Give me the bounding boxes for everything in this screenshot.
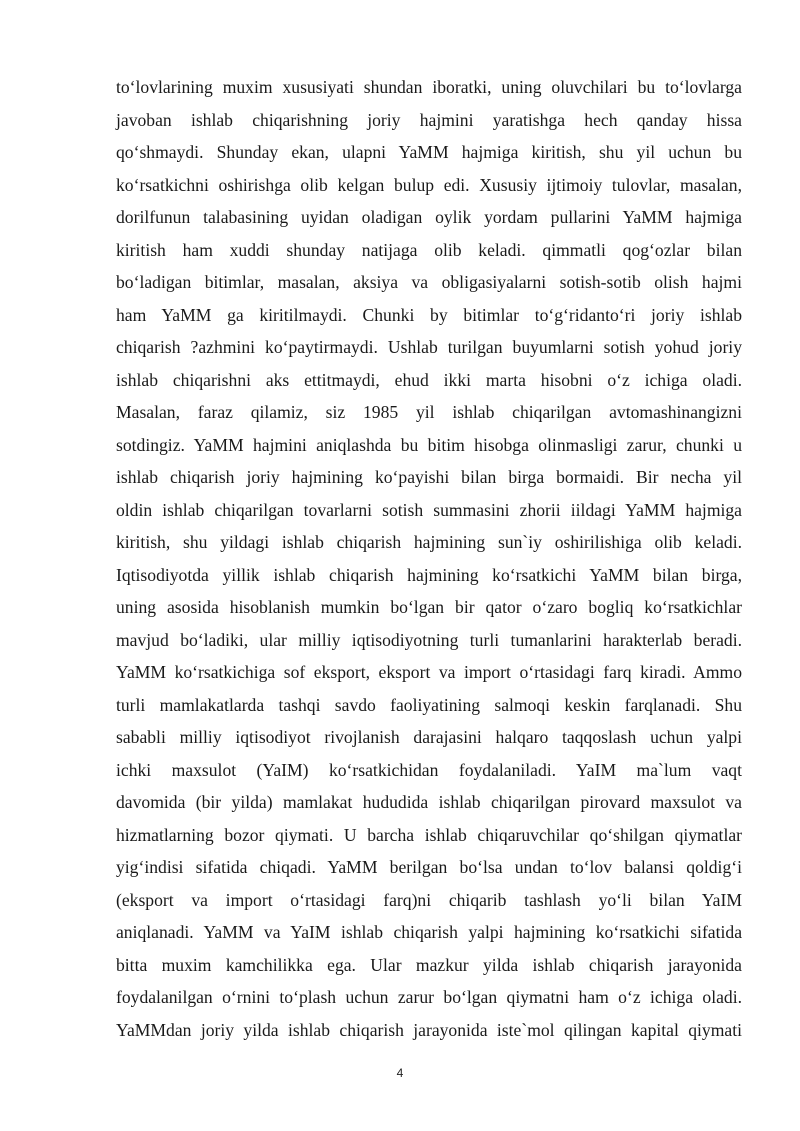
text-line: aniqlanadi. YaMM va YaIM ishlab chiqarish yalpi hajmining ko‘rsatkichi sifatida [116, 922, 742, 942]
text-line: chiqarish ?azhmini ko‘paytirmaydi. Ushlab turilgan buyumlarni sotish yohud joriy [116, 337, 742, 357]
text-line: Iqtisodiyotda yillik ishlab chiqarish hajmining ko‘rsatkichi YaMM bilan birga, [116, 564, 742, 585]
text-line: oldin ishlab chiqarilgan tovarlarni sotish summasini zhorii iildagi YaMM hajmiga [116, 499, 742, 520]
text-line: davomida (bir yilda) mamlakat hududida ishlab chiqarilgan pirovard maxsulot va [116, 792, 742, 812]
text-line: bitta muxim kamchilikka ega. Ular mazkur yilda ishlab chiqarish jarayonida [116, 954, 742, 975]
text-line: to‘lovlarining muxim xususiyati shundan iboratki, uning oluvchilari bu to‘lovlarga [116, 77, 742, 97]
text-line: foydalanilgan o‘rnini to‘plash uchun zarur bo‘lgan qiymatni ham o‘z ichiga oladi. [116, 987, 742, 1007]
text-line: YaMMdan joriy yilda ishlab chiqarish jarayonida iste`mol qilingan kapital qiymati [116, 1019, 742, 1040]
text-line: ishlab chiqarish joriy hajmining ko‘payishi bilan birga bormaidi. Bir necha yil [116, 467, 742, 487]
text-line: ham YaMM ga kiritilmaydi. Chunki by bitimlar to‘g‘ridanto‘ri joriy ishlab [116, 304, 742, 325]
text-line: qo‘shmaydi. Shunday ekan, ulapni YaMM hajmiga kiritish, shu yil uchun bu [116, 142, 742, 162]
text-line: yig‘indisi sifatida chiqadi. YaMM berilgan bo‘lsa undan to‘lov balansi qoldig‘i [116, 857, 742, 877]
text-line: mavjud bo‘ladiki, ular milliy iqtisodiyotning turli tumanlarini harakterlab beradi. [116, 629, 742, 650]
text-line: kiritish, shu yildagi ishlab chiqarish hajmining sun`iy oshirilishiga olib keladi. [116, 532, 742, 552]
text-line: (eksport va import o‘rtasidagi farq)ni chiqarib tashlash yo‘li bilan YaIM [116, 889, 742, 910]
text-line: javoban ishlab chiqarishning joriy hajmini yaratishga hech qanday hissa [116, 109, 742, 130]
text-line: dorilfunun talabasining uyidan oladigan oylik yordam pullarini YaMM hajmiga [116, 207, 742, 227]
text-line: ishlab chiqarishni aks ettitmaydi, ehud ikki marta hisobni o‘z ichiga oladi. [116, 369, 742, 390]
body-paragraph [116, 71, 742, 1046]
text-line: sababli milliy iqtisodiyot rivojlanish darajasini halqaro taqqoslash uchun yalpi [116, 727, 742, 747]
page-number: 4 [396, 1066, 404, 1080]
text-line: ko‘rsatkichni oshirishga olib kelgan bulup edi. Xususiy ijtimoiy tulovlar, masalan, [116, 174, 742, 195]
text-line: uning asosida hisoblanish mumkin bo‘lgan bir qator o‘zaro bogliq ko‘rsatkichlar [116, 597, 742, 617]
text-line: YaMM ko‘rsatkichiga sof eksport, eksport va import o‘rtasidagi farq kiradi. Ammo [116, 662, 742, 682]
text-line: sotdingiz. YaMM hajmini aniqlashda bu bitim hisobga olinmasligi zarur, chunki u [116, 434, 742, 455]
text-line: ichki maxsulot (YaIM) ko‘rsatkichidan foydalaniladi. YaIM ma`lum vaqt [116, 759, 742, 780]
text-line: Masalan, faraz qilamiz, siz 1985 yil ishlab chiqarilgan avtomashinangizni [116, 402, 742, 422]
text-line: kiritish ham xuddi shunday natijaga olib keladi. qimmatli qog‘ozlar bilan [116, 239, 742, 260]
text-line: hizmatlarning bozor qiymati. U barcha ishlab chiqaruvchilar qo‘shilgan qiymatlar [116, 824, 742, 845]
text-line: bo‘ladigan bitimlar, masalan, aksiya va obligasiyalarni sotish-sotib olish hajmi [116, 272, 742, 292]
text-line: turli mamlakatlarda tashqi savdo faoliyatining salmoqi keskin farqlanadi. Shu [116, 694, 742, 715]
